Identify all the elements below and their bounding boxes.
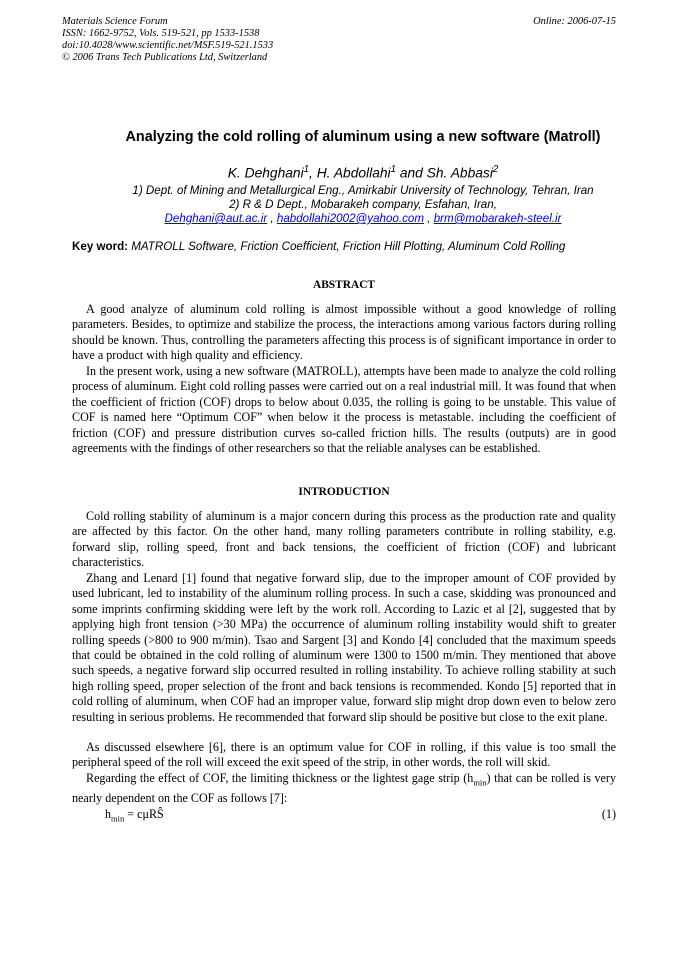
equation-lhs: h — [105, 807, 112, 821]
subscript: min — [473, 777, 487, 788]
equation-subscript: min — [111, 813, 125, 824]
email-link[interactable]: habdollahi2002@yahoo.com — [276, 212, 425, 225]
email-list — [0, 212, 678, 225]
introduction-paragraph: Zhang and Lenard [1] found that negative forward slip, due to the improper amount of COF provided by used lubricant, led to instability of the aluminum rolling process. In such a case, skidding was pronounced and some imprints confirming skidding were left by the work roll. According to Lazic et al [2], suggested that by applying high front tension (>30 MPa) the occurrence of aluminum rolling instability would shift to greater rolling speeds (>800 to 900 m/min). Tsao and Sargent [3] and Kondo [4] concluded that the maximum speeds that could be obtained in the cold rolling of aluminum were 1300 to 1500 m/min. They mentioned that above such speeds, a negative forward slip occurred resulted in rolling instability. To achieve rolling stability at such high rolling speed, proper selection of the front and back tensions is recommended. Kondo [5] reported that in cold rolling of aluminum, when COF had an improper value, forward slip might drop down even to below zero resulting in serious problems. He recommended that forward slip should be positive but close to the exit plane. — [72, 571, 616, 724]
journal-name: Materials Science Forum — [62, 16, 168, 27]
author-list — [0, 164, 678, 181]
paper-title: Analyzing the cold rolling of aluminum using a new software (Matroll) — [125, 129, 601, 145]
author-name: K. Dehghani — [227, 165, 304, 181]
affiliation-mark: 1 — [390, 164, 396, 175]
author-separator: , — [309, 165, 317, 181]
introduction-paragraph — [72, 771, 616, 806]
email-separator: , — [424, 212, 434, 225]
affiliation-1: 1) Dept. of Mining and Metallurgical Eng., Amirkabir University of Technology, Tehran, Iran — [132, 184, 594, 197]
journal-issn: ISSN: 1662-9752, Vols. 519-521, pp 1533-1538 — [62, 28, 260, 39]
abstract-paragraph: In the present work, using a new software (MATROLL), attempts have been made to analyze the cold rolling process of aluminum. Eight cold rolling passes were carried out on a real industrial mill. It was found that when the coefficient of friction (COF) drops to below about 0.035, the rolling is going to be unstable. This value of COF is named here “Optimum COF” when below it the process is metastable. including the coefficient of friction (COF) and pressure distribution curves so-called friction hills. The results (outputs) are in good agreements with the findings of other researchers so that the reliable analyses can be established. — [72, 364, 616, 456]
text-run: Regarding the effect of COF, the limiting thickness or the lightest gage strip (h — [86, 771, 474, 785]
affiliation-mark: 1 — [303, 164, 310, 175]
affiliation-mark: 2 — [492, 164, 499, 175]
equation-number: (1) — [601, 807, 616, 821]
keywords — [72, 240, 632, 253]
email-separator: , — [267, 212, 277, 225]
abstract-paragraph: A good analyze of aluminum cold rolling is almost impossible without a good knowledge of rolling parameters. Besides, to optimize and stabilize the process, the interactions among various factors during rolling should be known. Thus, controlling the parameters affecting this process is of significant importance in order to have a product with high quality and efficiency. — [72, 302, 616, 363]
keywords-label: Key word: — [72, 240, 132, 253]
online-date: Online: 2006-07-15 — [533, 16, 616, 27]
introduction-paragraph: Cold rolling stability of aluminum is a major concern during this process as the production rate and quality are affected by this factor. On the other hand, many rolling parameters contribute in rolling stability, e.g. forward slip, rolling speed, front and back tensions, the coefficient of friction (COF) and lubricant characteristics. — [72, 509, 616, 570]
introduction-heading: INTRODUCTION — [298, 486, 390, 498]
author-separator: and — [395, 165, 427, 181]
journal-doi: doi:10.4028/www.scientific.net/MSF.519-521.1533 — [62, 40, 274, 51]
equation — [105, 807, 164, 823]
introduction-paragraph: As discussed elsewhere [6], there is an optimum value for COF in rolling, if this value is too small the peripheral speed of the roll will exceed the exit speed of the strip, in other words, the roll will skid. — [72, 740, 616, 770]
author-name: H. Abdollahi — [316, 165, 391, 181]
email-link[interactable]: brm@mobarakeh-steel.ir — [433, 212, 562, 225]
text-run: ) that can be rolled is very nearly dependent on the COF as follows [7]: — [72, 771, 616, 805]
keywords-text: MATROLL Software, Friction Coefficient, Friction Hill Plotting, Aluminum Cold Rolling — [131, 240, 566, 253]
abstract-heading: ABSTRACT — [312, 279, 376, 291]
equation-rhs: = cμRŜ — [124, 807, 164, 821]
journal-copyright: © 2006 Trans Tech Publications Ltd, Switzerland — [62, 52, 268, 63]
author-name: Sh. Abbasi — [426, 165, 493, 181]
journal-info — [62, 16, 273, 64]
affiliation-2: 2) R & D Dept., Mobarakeh company, Esfahan, Iran, — [229, 198, 497, 211]
email-link[interactable]: Dehghani@aut.ac.ir — [164, 212, 268, 225]
